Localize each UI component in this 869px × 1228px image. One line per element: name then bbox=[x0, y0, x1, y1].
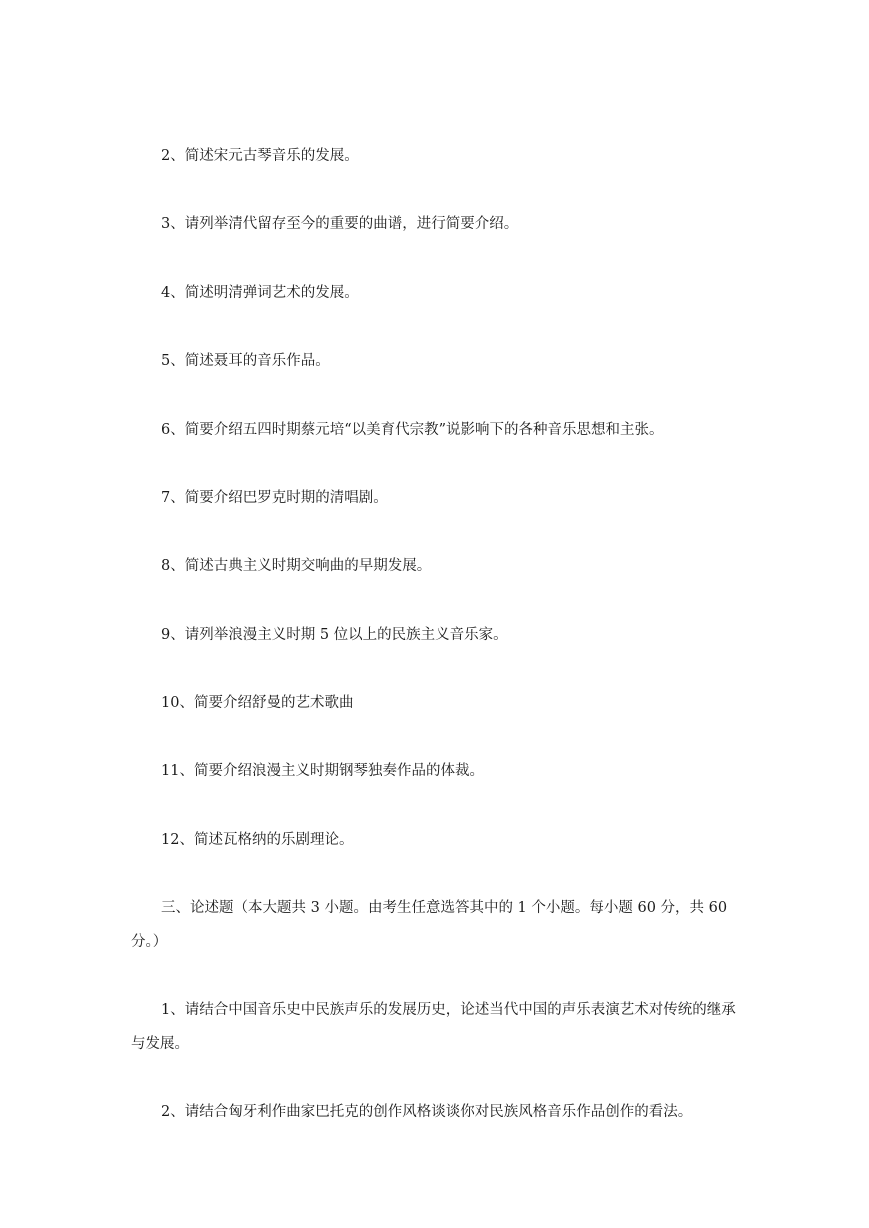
question-5: 5、简述聂耳的音乐作品。 bbox=[161, 353, 330, 369]
section-three-heading: 三、论述题（本大题共 3 小题。由考生任意选答其中的 1 个小题。每小题 60 分，共 60 分。） bbox=[131, 900, 728, 950]
essay-question-1: 1、请结合中国音乐史中民族声乐的发展历史，论述当代中国的声乐表演艺术对传统的继承与发展。 bbox=[131, 1002, 736, 1052]
question-8: 8、简述古典主义时期交响曲的早期发展。 bbox=[161, 558, 432, 574]
question-6: 6、简要介绍五四时期蔡元培“以美育代宗教”说影响下的各种音乐思想和主张。 bbox=[161, 422, 664, 438]
question-9: 9、请列举浪漫主义时期 5 位以上的民族主义音乐家。 bbox=[161, 627, 508, 643]
question-4: 4、简述明清弹词艺术的发展。 bbox=[161, 285, 359, 301]
question-3: 3、请列举清代留存至今的重要的曲谱，进行简要介绍。 bbox=[161, 216, 519, 232]
question-12: 12、简述瓦格纳的乐剧理论。 bbox=[161, 832, 354, 848]
question-7: 7、简要介绍巴罗克时期的清唱剧。 bbox=[161, 490, 388, 506]
question-2: 2、简述宋元古琴音乐的发展。 bbox=[161, 148, 359, 164]
essay-question-2: 2、请结合匈牙利作曲家巴托克的创作风格谈谈你对民族风格音乐作品创作的看法。 bbox=[161, 1104, 693, 1120]
question-10: 10、简要介绍舒曼的艺术歌曲 bbox=[161, 695, 354, 711]
question-11: 11、简要介绍浪漫主义时期钢琴独奏作品的体裁。 bbox=[161, 763, 484, 779]
